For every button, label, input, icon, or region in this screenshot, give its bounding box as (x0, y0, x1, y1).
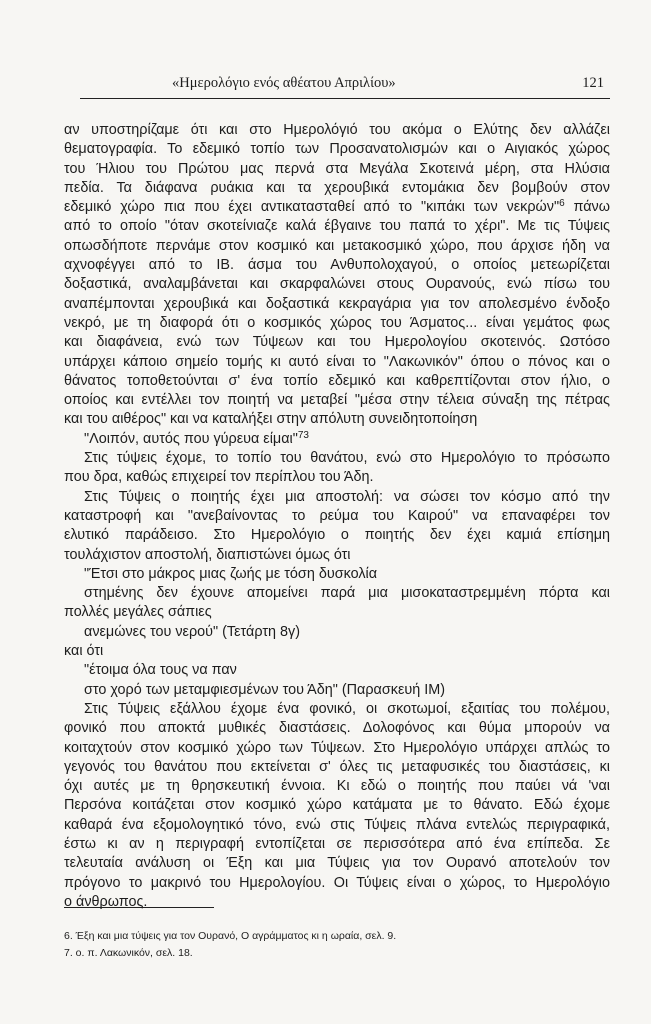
quote-line: ανεμώνες του νερού" (Τετάρτη 8γ) (84, 623, 301, 640)
text-line: υπάρχει κάποιο σημείο τομής κι αυτό είναι το "Λακωνικόν" όπου ο πόνος και ο (64, 353, 610, 370)
text-line: του Ήλιου του Πρώτου μας περνά στα Μεγάλα Σκοτεινά μέρη, στα Ηλύσια (64, 160, 610, 177)
text-line: αν υποστηρίζαμε ότι και στο Ημερολόγιό του ακόμα ο Ελύτης δεν αλλάζει (64, 122, 610, 138)
footnote-rule (64, 907, 214, 908)
text-line: καθαρά ένα εξομολογητικό τόνο, ενώ στις Τύψεις πλάνα εντελώς περιγραφικά, (64, 816, 610, 833)
quote-line: "έτοιμα όλα τους να παν (84, 662, 237, 679)
text-line: πρόγονο το μακρινό του Ημερολογίου. Οι Τύψεις είναι ο χώρος, το Ημερολόγιο (64, 874, 610, 891)
text-line: θάνατος τοποθετούνται σ' ένα τοπίο εδεμικό και καθρεπτίζονται στον ήλιο, ο (64, 372, 610, 389)
text-line: Περσόνα κοιτάζεται στον κοσμικό χώρο κατάματα με το θάνατο. Εδώ έχομε (64, 797, 610, 814)
page-header (80, 75, 610, 97)
text-line: φονικό που αποκτά μυθικές διαστάσεις. Δολοφόνος και θύμα μπορούν να (64, 720, 610, 737)
text-line: θεματογραφία. Το εδεμικό τοπίο των Προσανατολισμών και ο Αιγιακός χώρος (64, 141, 610, 158)
footnote-6: 6. Έξη και μια τύψεις για τον Ουρανό, Ο αγράμματος κι η ωραία, σελ. 9. (64, 930, 397, 942)
running-title: «Ημερολόγιο ενός αθέατου Απριλίου» (172, 75, 396, 91)
text-line: οποίος και εντέλλει τον ποιητή να μεταβεί "μέσα στην τέλεια σύναξη της πέτρας (64, 392, 610, 409)
text-line: καταστροφή και "ανεβαίνοντας το ρεύμα του Καιρού" να επαναφέρει τον (64, 507, 610, 524)
header-rule (80, 98, 610, 99)
text-line: αχνοφέγγει από το ΙΒ. άσμα του Ανθυπολοχαγού, ο οποίος μετεωρίζεται (64, 257, 610, 274)
page-number: 121 (582, 75, 604, 91)
text-line: οπωσδήποτε περνάμε στον κοσμικό και μετακοσμικό χώρο, που άρχισε ήδη να (64, 237, 610, 254)
quote-line-content: "Λοιπόν, αυτός που γύρευα είμαι" (84, 430, 298, 447)
text-line: κοιταχτούν στον κοσμικό χώρο των Τύψεων. Στο Ημερολόγιο υπάρχει απλώς το (64, 739, 610, 756)
text-line: εδεμικό χώρο πια που έχει αντικατασταθεί από το "κιπάκι των νεκρών"$^6$ πάνω (64, 198, 610, 216)
text-line: αναπέμπονται χερουβικά και δοξαστικά κεκραγάρια για τον απολεσμένο ένδοξο (64, 295, 610, 312)
footnote-ref-7: 73 (297, 429, 309, 441)
text-line: όχι αυτές με τη θρησκευτική έννοια. Κι εδώ ο ποιητής που παύει νά 'ναι (64, 778, 610, 795)
text-line: και ότι (64, 643, 104, 660)
text-line: Στις τύψεις έχομε, το τοπίο του θανάτου, ενώ στο Ημερολόγιο το πρόσωπο (84, 450, 610, 467)
text-line: Στις Τύψεις ο ποιητής έχει μια αποστολή: να σώσει τον κόσμο από την (84, 488, 610, 505)
footnote-ref-6: 6 (559, 198, 565, 210)
footnote-7: 7. ο. π. Λακωνικόν, σελ. 18. (64, 947, 193, 959)
body-text (64, 121, 610, 912)
footnotes (64, 928, 610, 962)
quote-line (64, 430, 610, 449)
quote-line: πολλές μεγάλες σάπιες (64, 604, 212, 621)
text-line-content: εδεμικό χώρο πια που έχει αντικατασταθεί από το "κιπάκι των νεκρών" (64, 199, 560, 216)
text-line: από το οποίο "όταν σκοτείνιαζε καλά έβγαινε του παπά το χέρι". Με τις Τύψεις (64, 218, 610, 235)
text-line: Στις Τύψεις εξάλλου έχομε ένα φονικό, οι σκοτωμοί, εξαιτίας του πολέμου, (84, 700, 610, 717)
text-line: και διαφάνεια, ενώ των Τύψεων και του Ημερολογίου σκοτεινός. Ωστόσο (64, 334, 610, 351)
quote-line: στημένης δεν έχουνε απομείνει παρά μια μισοκαταστρεμμένη πόρτα και (84, 585, 610, 602)
quote-line: στο χορό των μεταμφιεσμένων του Άδη" (Παρασκευή ΙΜ) (84, 681, 446, 698)
text-line: τουλάχιστον αποστολή, διαπιστώνει όμως ότι (64, 546, 351, 563)
text-line: νεκρό, με τη διαφορά ότι ο κοσμικός χώρος του Άσματος... είναι γεμάτος φως (64, 314, 610, 331)
text-line: που δρα, καθώς επιχειρεί τον περίπλου του Άδη. (64, 469, 374, 486)
text-line: πεδία. Τα διάφανα ρυάκια και τα χερουβικά εντομάκια δεν βομβούν στον (64, 179, 610, 196)
text-line: ελυτικό παράδεισο. Στο Ημερολόγιο ο ποιητής δεν έχει καμιά επίσημη (64, 527, 610, 544)
quote-line: "Έτσι στο μάκρος μιας ζωής με τόση δυσκολία (84, 565, 378, 582)
text-line: και του αιθέρος" και να καταλήξει στην απόλυτη συνειδητοποίηση (64, 411, 478, 428)
text-line: δοξαστικά, αναλαμβάνεται και σκαρφαλώνει στους Ουρανούς, ενώ πίσω του (64, 276, 610, 293)
text-line: ο άνθρωπος. (64, 893, 148, 910)
text-line: έστω κι αν η περιγραφή εντοπίζεται σε περισσότερα από ένα επίπεδα. Σε (64, 835, 610, 852)
text-line: τελευταία ανάλυση οι Έξη και μια Τύψεις για τον Ουρανό αποτελούν τον (64, 855, 610, 872)
text-line: γεγονός του θανάτου που εκτείνεται σ' όλες τις μεταφυσικές του διαστάσεις, κι (64, 758, 610, 775)
